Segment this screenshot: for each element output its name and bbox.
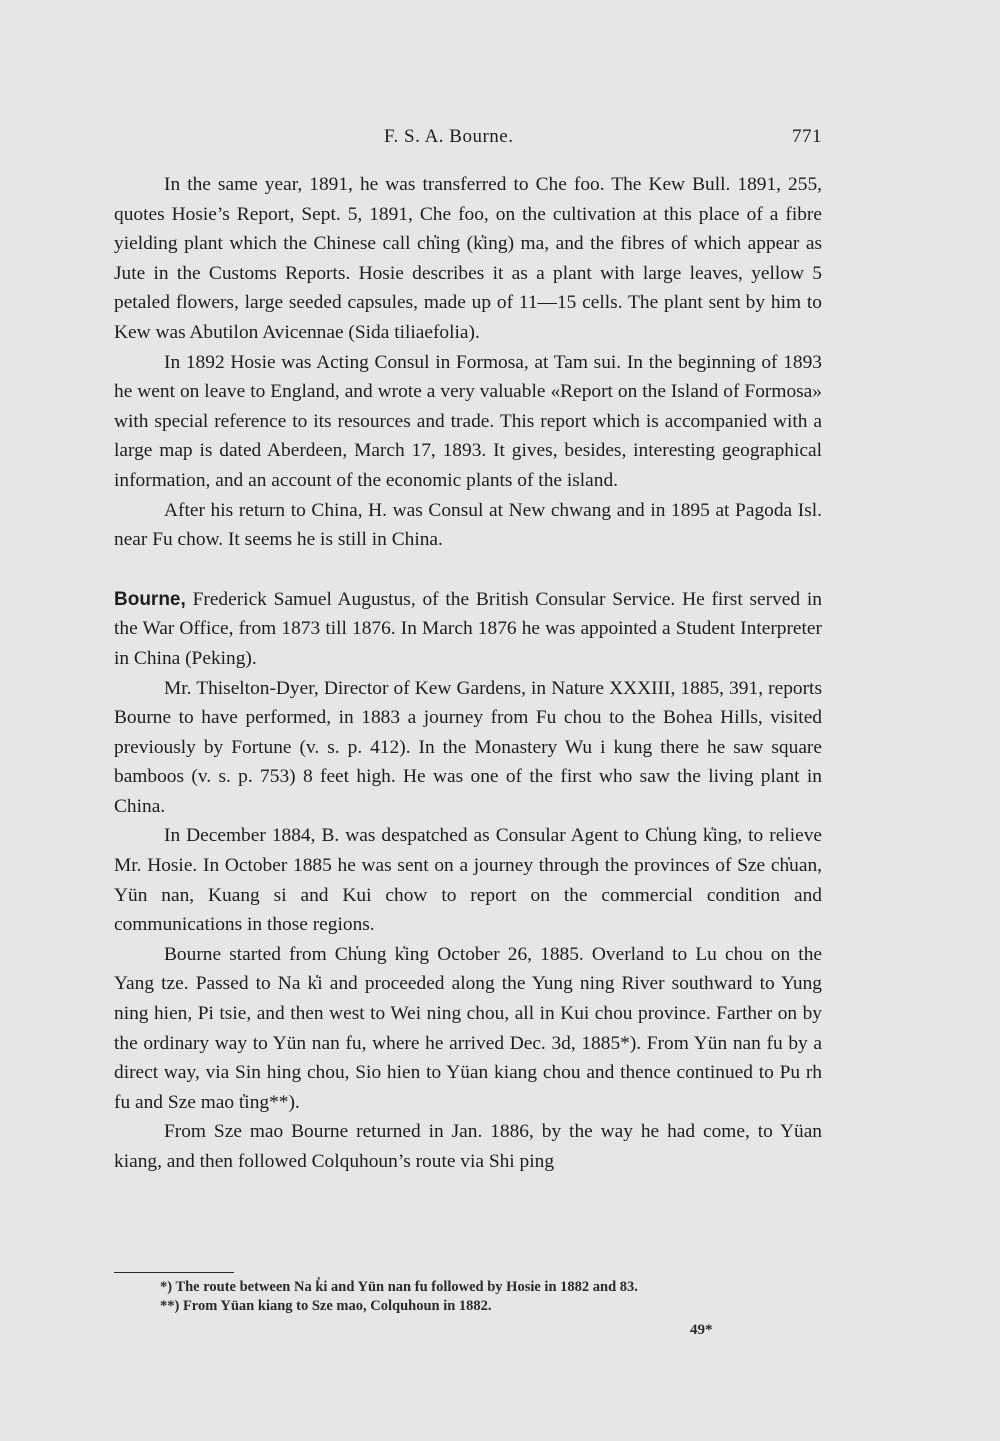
paragraph-journey: Bourne started from Ch̔ung k̔ing October 26, 1885. Overland to Lu chou on the Yang tze. Passed to Na k̔i and proceeded along the Yung ning River southward to Yung ning hien, Pi tsie, and then west to Wei ning chou, all in Kui chou province. Farther on by the ordinary way to Yün nan fu, where he arrived Dec. 3d, 1885*). From Yün nan fu by a direct way, via Sin hing chou, Sio hien to Yüan kiang chou and thence continued to Pu rh fu and Sze mao t̔ing**). <box>114 943 822 1113</box>
footnote-1: *) The route between Na k̔i and Yün nan fu followed by Hosie in 1882 and 83. <box>160 1279 638 1295</box>
paragraph-hosie-return: After his return to China, H. was Consul at New chwang and in 1895 at Pagoda Isl. near Fu chow. It seems he is still in China. <box>114 499 822 551</box>
paragraph-hosie-che-foo: In the same year, 1891, he was transferred to Che foo. The Kew Bull. 1891, 255, quotes Hosie’s Report, Sept. 5, 1891, Che foo, on the cultivation at this place of a fibre yielding plant which the Chinese call ch̔ing (k̔ing) ma, and the fibres of which appear as Jute in the Customs Reports. Hosie describes it as a plant with large leaves, yellow 5 petaled flowers, large seeded capsules, made up of 11—15 cells. The plant sent by him to Kew was Abutilon Avicennae (Sida tiliaefolia). <box>114 174 822 343</box>
body-text <box>114 170 822 1177</box>
paragraph-hosie-formosa: In 1892 Hosie was Acting Consul in Formosa, at Tam sui. In the beginning of 1893 he went on leave to England, and wrote a very valuable «Report on the Island of Formosa» with special reference to its resources and trade. This report which is accompanied with a large map is dated Aberdeen, March 17, 1893. It gives, besides, interesting geographical information, and an account of the economic plants of the island. <box>114 351 822 491</box>
footnote-rule <box>114 1272 234 1273</box>
entry-head-word: Bourne, <box>114 588 186 610</box>
footnotes <box>160 1278 780 1316</box>
footnote-2: **) From Yüan kiang to Sze mao, Colquhoun in 1882. <box>160 1298 492 1314</box>
running-head: F. S. A. Bourne. <box>384 126 514 147</box>
paragraph-return: From Sze mao Bourne returned in Jan. 1886, by the way he had come, to Yüan kiang, and then followed Colquhoun’s route via Shi ping <box>114 1121 822 1172</box>
page-header <box>114 126 822 156</box>
paragraph-consular-agent: In December 1884, B. was despatched as Consular Agent to Ch̔ung k̔ing, to relieve Mr. Hosie. In October 1885 he was sent on a journey through the provinces of Sze ch̔uan, Yün nan, Kuang si and Kui chow to report on the commercial condition and communications in those regions. <box>114 825 822 936</box>
paragraph-thiselton-dyer: Mr. Thiselton-Dyer, Director of Kew Gardens, in Nature XXXIII, 1885, 391, reports Bourne to have performed, in 1883 a journey from Fu chou to the Bohea Hills, visited previously by Fortune (v. s. p. 412). In the Monastery Wu i kung there he saw square bamboos (v. s. p. 753) 8 feet high. He was one of the first who saw the living plant in China. <box>114 677 822 817</box>
entry-bourne <box>114 585 822 674</box>
entry-text: Frederick Samuel Augustus, of the British Consular Service. He first served in the War Office, from 1873 till 1876. In March 1876 he was appointed a Student Interpreter in China (Peking). <box>114 588 822 669</box>
signature-mark: 49* <box>690 1322 713 1338</box>
page-number: 771 <box>792 126 822 147</box>
